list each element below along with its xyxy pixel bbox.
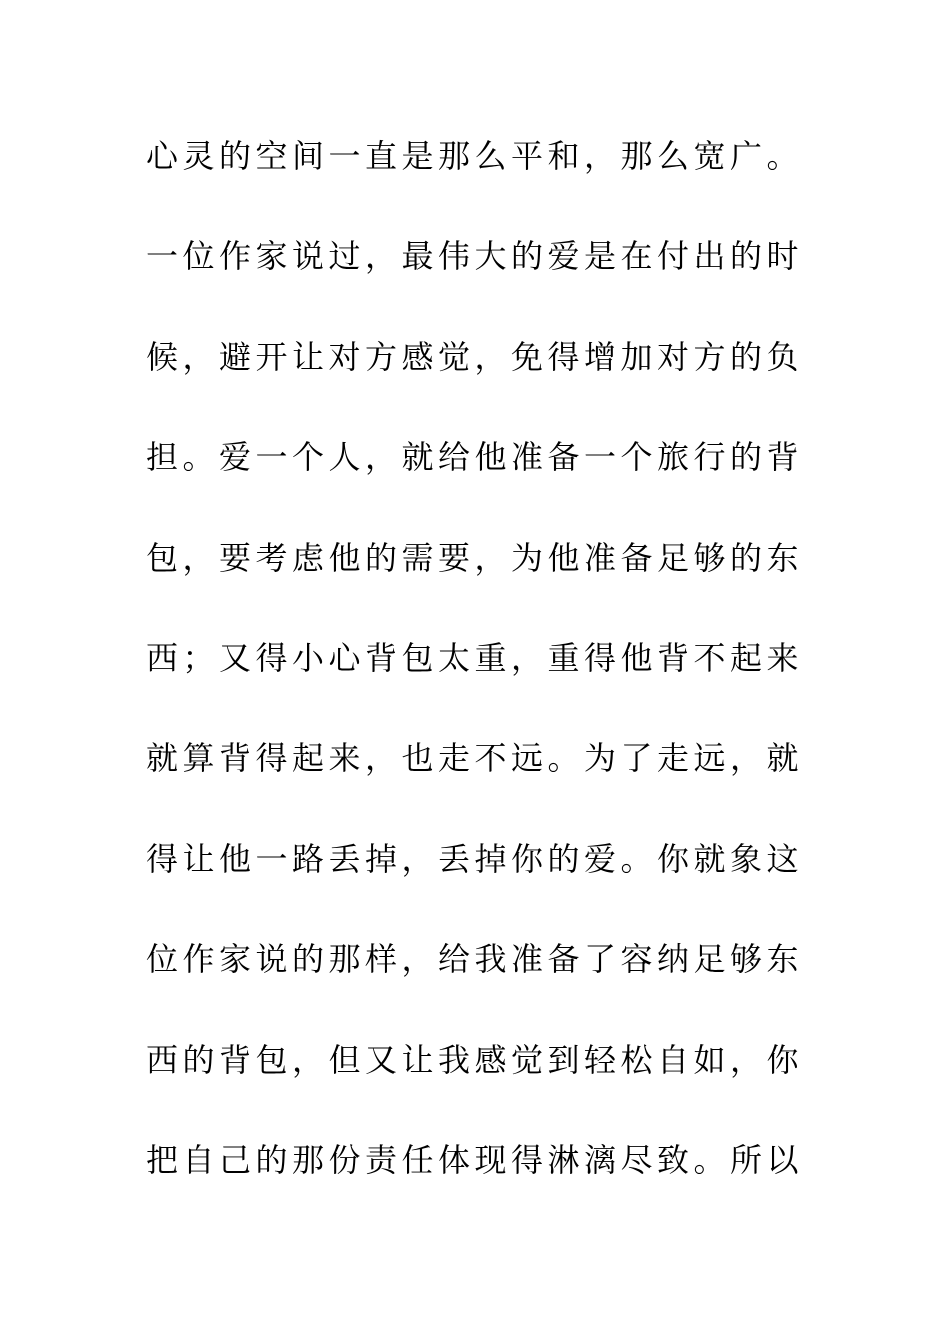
text-line: 西的背包，但又让我感觉到轻松自如，你: [146, 1040, 804, 1079]
text-line: 把自己的那份责任体现得淋漓尽致。所以: [146, 1140, 804, 1179]
text-line: 包，要考虑他的需要，为他准备足够的东: [146, 538, 804, 577]
text-line: 候，避开让对方感觉，免得增加对方的负: [146, 337, 804, 376]
text-line: 得让他一路丢掉，丢掉你的爱。你就象这: [146, 839, 804, 878]
text-line: 西；又得小心背包太重，重得他背不起来: [146, 638, 804, 677]
text-line: 担。爱一个人，就给他准备一个旅行的背: [146, 438, 804, 477]
text-line: 一位作家说过，最伟大的爱是在付出的时: [146, 237, 804, 276]
text-line: 位作家说的那样，给我准备了容纳足够东: [146, 940, 804, 979]
text-line: 就算背得起来，也走不远。为了走远，就: [146, 739, 804, 778]
text-line: 心灵的空间一直是那么平和，那么宽广。: [146, 137, 804, 175]
document-body: [146, 128, 816, 1232]
